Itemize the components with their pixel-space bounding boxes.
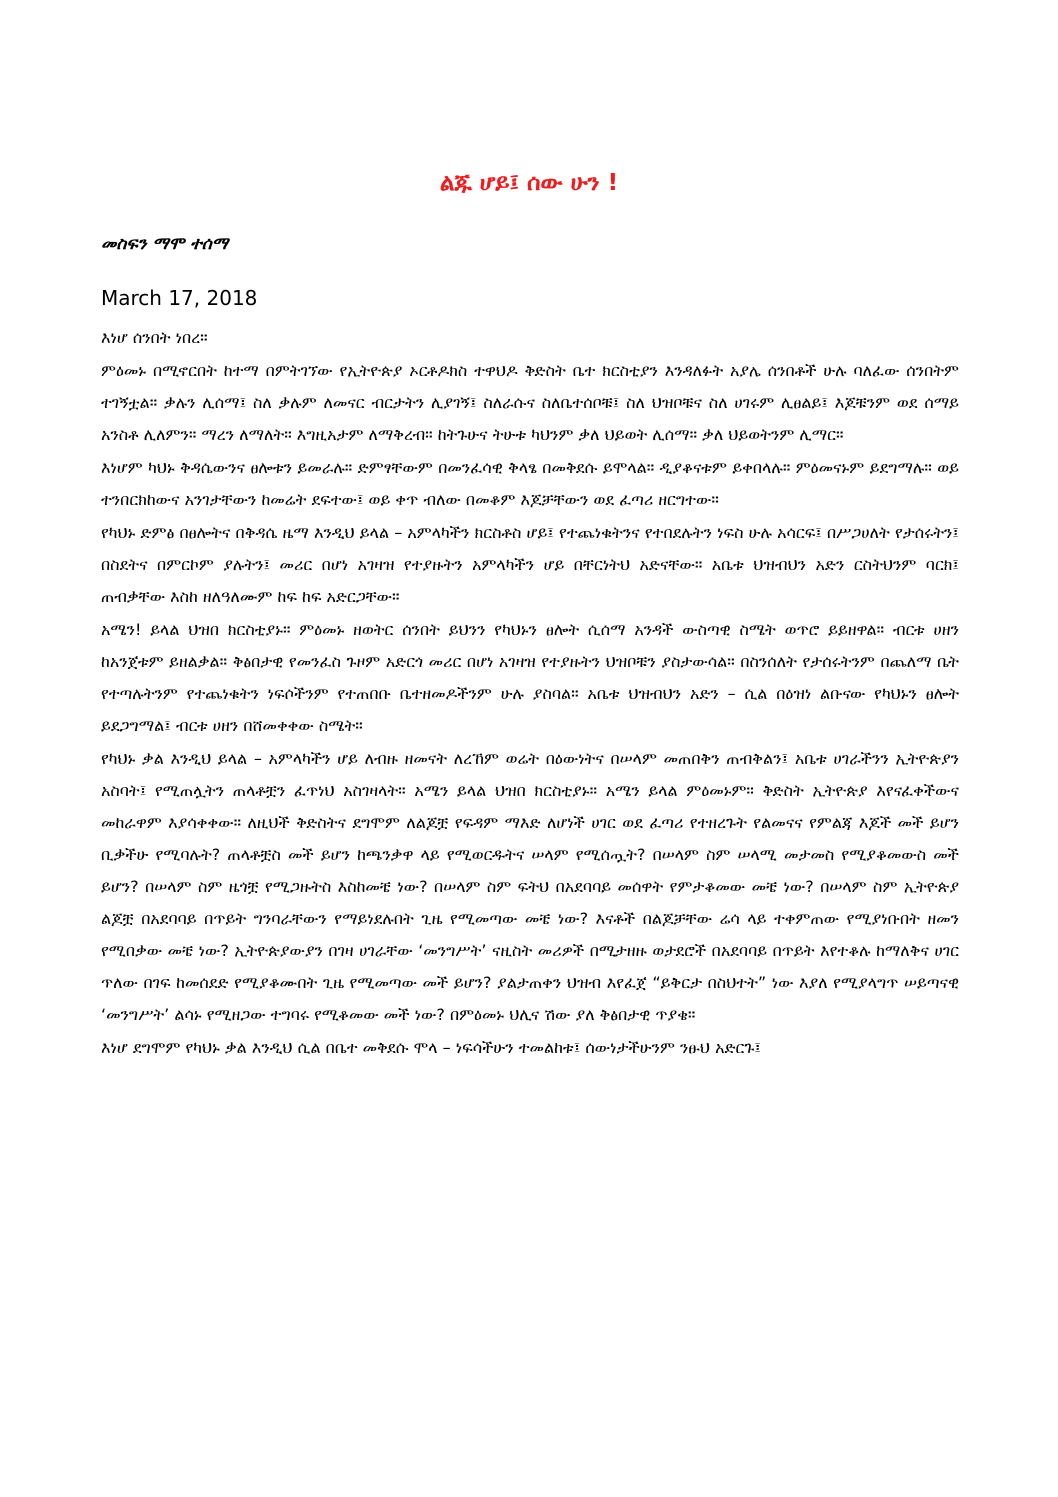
paragraph: እነሆ ሰንበት ነበረ። — [101, 328, 208, 347]
paragraph: እነሆ ደግሞም የካህኑ ቃል እንዲህ ሲል በቤተ መቅደሱ ሞላ – ነፍሳችሁን ተመልከቱ፤ ሰውነታችሁንም ንፁህ አድርጉ፤ — [101, 1038, 761, 1057]
paragraph: እነሆም ካህኑ ቅዳሴውንና ፀሎቱን ይመራሉ። ድምፃቸውም በመንፈሳዊ ቅላፄ በመቅደሱ ይሞላል። ዲያቆናቱም ይቀበላሉ። ምዕመናኑም ይደግማሉ። ወይ ተንበርክከውና አንገታቸውን ከመሬት ደፍተው፤ ወይ ቀጥ ብለው በመቆም እጆቻቸውን ወደ ፈጣሪ ዘርግተው። — [101, 458, 959, 509]
document-title: ልጁ ሆይ፤ ሰው ሁን ! — [439, 170, 619, 196]
paragraph: የካህኑ ቃል እንዲህ ይላል – አምላካችን ሆይ ለብዙ ዘመናት ለረኸም ወሬት በዕውነትና በሠላም መጠበቅን ጠብቅልን፤ አቤቱ ሀገራችንን ኢትዮጵያን አስባት፤ የሚጠሏትን ጠላቶቿን ፈጥነህ አስገዛላት። አሜን ይላል ህዝበ ክርስቲያኑ። አሜን ይላል ምዕመኑም። ቅድስት ኢትዮጵያ እየናፈቀችውና መከራዋም እያሳቀቀው። ለዚህች ቅድስትና ደግሞም ለልጆቿ የፍዳም ማእድ ለሆነች ሀገር ወደ ፈጣሪ የተዘረጉት የልመናና የምልጃ እጆች መች ይሆን ቢቃችሁ የሚባሉት? ጠላቶቿስ መች ይሆን ከጫንቃዋ ላይ የሚወርዱትና ሠላም የሚሰጧት? በሠላም ስም ሠላሚ መታመስ የሚያቆመውስ መች ይሆን? በሠላም ስም ዜጎቿ የሚጋዙትስ እስከመቼ ነው? በሠላም ስም ፍትህ በአደባባይ መሰዋት የምታቆመው መቼ ነው? በሠላም ስም ኢትዮጵያ ልጆቿ በአደባባይ በጥይት ግንባራቸውን የማይነደሉበት ጊዜ የሚመጣው መቼ ነው? እናቶች በልጆቻቸው ሬሳ ላይ ተቀምጠው የሚያነቡበት ዘመን የሚበቃው መቼ ነው? ኢትዮጵያውያን በገዛ ሀገራቸው ‘መንግሥት’ ናዚስት መሪዎች በሚታዘዙ ወታደሮች በአደባባይ በጥይት እየተቆሉ ከማለቅና ሀገር ጥለው በገፍ ከመሰደድ የሚያቆሙበት ጊዜ የሚመጣው መች ይሆን? ያልታጠቀን ህዝብ እየፈጀ “ይቅርታ በስህተት” ነው እያለ የሚያላግጥ ሠይጣናዊ ‘መንግሥት’ ልሳኑ የሚዘጋው ተግባሩ የሚቆመው መች ነው? በምዕመኑ ህሊና ሽው ያለ ቅፅበታዊ ጥያቄ። — [101, 749, 959, 1024]
article-body — [101, 322, 959, 1065]
paragraph: ምዕመኑ በሚኖርበት ከተማ በምትገኘው የኢትዮጵያ ኦርቶዶክስ ተዋህዶ ቅድስት ቤተ ክርስቲያን እንዳለፉት አያሌ ሰንበቶች ሁሉ ባለፈው ሰንበትም ተገኝቷል። ቃሉን ሊሰማ፤ ስለ ቃሉም ለመናር ብርታትን ሊያገኝ፤ ስለራሱና ስለቤተሰቦቹ፤ ስለ ህዝቦቹና ስለ ሀገሩም ሊፀልይ፤ እጆቹንም ወደ ሰማይ አንስቶ ሊለምን። ማረን ለማለት። እግዚአታም ለማቅረብ። ከትጉሁና ትሁቱ ካህንም ቃለ ህይወት ሊሰማ። ቃለ ህይወትንም ሊማር። — [101, 361, 959, 444]
paragraph: የካህኑ ድምፅ በፀሎትና በቅዳሴ ዜማ እንዲህ ይላል – አምላካችን ክርስቶስ ሆይ፤ የተጨነቁትንና የተበደሉትን ነፍስ ሁሉ አሳርፍ፤ በሥጋሀለት የታሰሩትን፤ በስደትና በምርኮም ያሉትን፤ መሪር በሆነ አገዛዝ የተያዙትን አምላካችን ሆይ በቸርነትህ አድናቸው። አቤቱ ህዝብህን አድን ርስትህንም ባርክ፤ ጠብቃቸው እስከ ዘለዓለሙም ከፍ ከፍ አድርጋቸው። — [101, 523, 959, 606]
paragraph: አሜን! ይላል ህዝበ ክርስቲያኑ። ምዕመኑ ዘወትር ሰንበት ይህንን የካህኑን ፀሎት ሲሰማ አንዳች ውስጣዊ ስሜት ወጥሮ ይይዘዋል። ብርቱ ሀዘን ከአንጀቱም ይዘልቃል። ቅፅበታዊ የመንፈስ ጉዞም አድርጎ መሪር በሆነ አገዛዝ የተያዙትን ህዝቦቹን ያስታውሳል። በስንሰለት የታሰሩትንም በጨለማ ቤት የተጣሉትንም የተጨነቁትን ነፍሶችንም የተጠበቡ ቤተዘመዶችንም ሁሉ ያስባል። አቤቱ ህዝብህን አድን – ሲል በዕዝነ ልቡናው የካህኑን ፀሎት ይደጋግማል፤ ብርቱ ሀዘን በሸመቀቀው ስሜት። — [101, 620, 959, 735]
publish-date: March 17, 2018 — [101, 286, 258, 310]
author-name: መስፍን ማሞ ተሰማ — [101, 234, 229, 254]
